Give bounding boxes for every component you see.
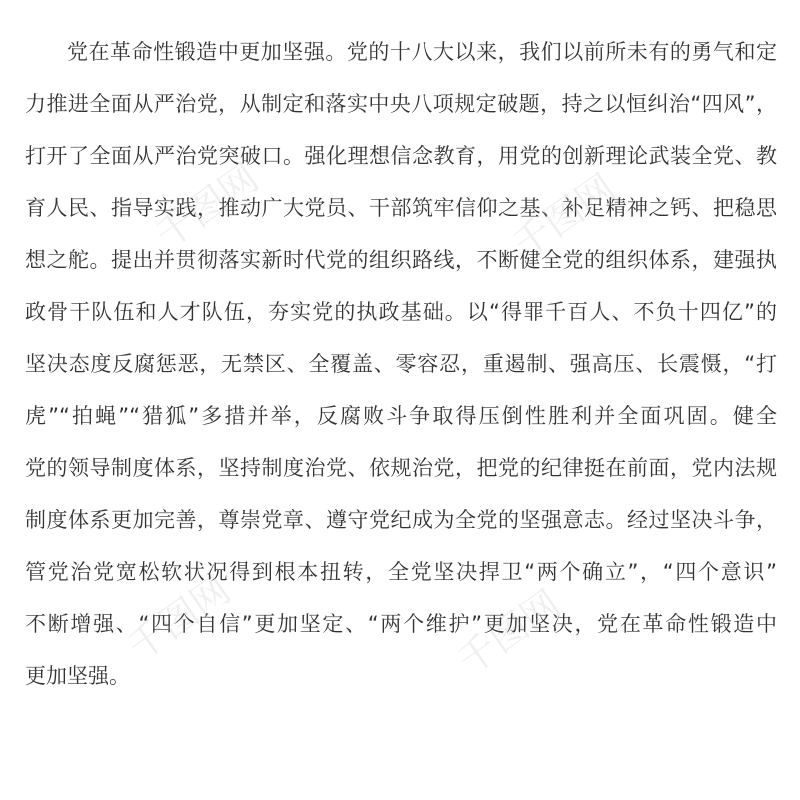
watermark-logo: 千图网 [147, 155, 267, 258]
paragraph-line-8: 虎”“拍蝇”“猎狐”多措并举，反腐败斗争取得压倒性胜利并全面巩固。健全 [25, 404, 777, 428]
watermark-logo: 千图网 [504, 165, 624, 268]
paragraph-line-2: 力推进全面从严治党，从制定和落实中央八项规定破题，持之以恒纠治“四风”， [25, 92, 777, 116]
paragraph-line-4: 育人民、指导实践，推动广大党员、干部筑牢信仰之基、补足精神之钙、把稳思 [25, 196, 777, 220]
paragraph-line-7: 坚决态度反腐惩恶，无禁区、全覆盖、零容忍，重遏制、强高压、长震慑，“打 [25, 352, 777, 376]
paragraph-line-3: 打开了全面从严治党突破口。强化理想信念教育，用党的创新理论武装全党、教 [25, 144, 777, 168]
paragraph-line-10: 制度体系更加完善，尊崇党章、遵守党纪成为全党的坚强意志。经过坚决斗争， [25, 508, 777, 532]
paragraph-line-9: 党的领导制度体系，坚持制度治党、依规治党，把党的纪律挺在前面，党内法规 [25, 456, 777, 480]
watermark-logo: 千图网 [119, 567, 239, 670]
paragraph-line-11: 管党治党宽松软状况得到根本扭转，全党坚决捍卫“两个确立”，“四个意识” [25, 560, 777, 584]
paragraph-line-12: 不断增强、“四个自信”更加坚定、“两个维护”更加坚决，党在革命性锻造中 [25, 612, 777, 636]
paragraph-line-1: 党在革命性锻造中更加坚强。党的十八大以来，我们以前所未有的勇气和定 [67, 40, 777, 64]
paragraph-line-6: 政骨干队伍和人才队伍，夯实党的执政基础。以“得罪千百人、不负十四亿”的 [25, 300, 777, 324]
paragraph-line-5: 想之舵。提出并贯彻落实新时代党的组织路线，不断健全党的组织体系，建强执 [25, 248, 777, 272]
paragraph-line-13: 更加坚强。 [25, 664, 130, 688]
watermark-logo: 千图网 [449, 581, 569, 684]
